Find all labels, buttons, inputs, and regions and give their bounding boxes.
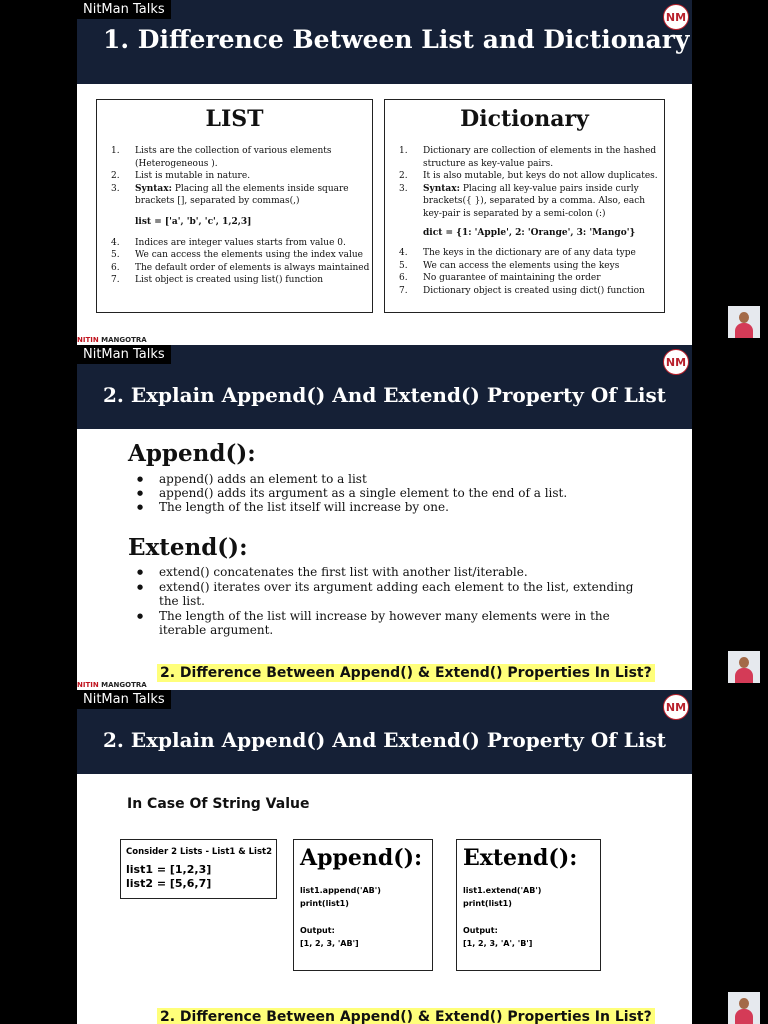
extend-box xyxy=(456,839,601,971)
brand-label: NitMan Talks xyxy=(77,345,171,364)
list-points xyxy=(97,145,372,208)
dict-box xyxy=(384,99,665,313)
list-code: list = ['a', 'b', 'c', 1,2,3] xyxy=(135,216,252,227)
list-item: 6. The default order of elements is always maintained xyxy=(111,262,370,273)
list-item: 4. Indices are integer values starts from value 0. xyxy=(111,237,346,248)
dict-heading: Dictionary xyxy=(460,106,589,132)
list-item: 1. Dictionary are collection of elements in the hashed structure as key-value pairs. xyxy=(399,146,657,169)
footer-tag: NITIN MANGOTRA xyxy=(77,336,147,344)
slide-3-title: 2. Explain Append() And Extend() Property Of List xyxy=(103,728,666,752)
logo-icon: NM xyxy=(663,694,689,720)
highlight-banner: 2. Difference Between Append() & Extend() Properties In List? xyxy=(157,664,655,682)
list-item: ● The length of the list itself will increase by one. xyxy=(159,500,649,514)
dict-points xyxy=(385,145,664,220)
presenter-avatar xyxy=(728,992,760,1024)
slide-3-header xyxy=(77,690,692,774)
highlight-banner: 2. Difference Between Append() & Extend() Properties In List? xyxy=(157,1008,655,1024)
slide-2-header xyxy=(77,345,692,429)
list-item: 7. Dictionary object is created using dict() function xyxy=(399,285,645,296)
consider-line-2: list2 = [5,6,7] xyxy=(126,877,212,890)
extend-code-1: list1.extend('AB') xyxy=(463,886,542,895)
list-heading: LIST xyxy=(205,106,264,132)
presenter-avatar xyxy=(728,651,760,683)
slide-1-header xyxy=(77,0,692,84)
extend-code-2: print(list1) xyxy=(463,899,512,908)
slide-1 xyxy=(77,0,692,345)
list-item: ● append() adds its argument as a single element to the end of a list. xyxy=(159,486,649,500)
dict-code: dict = {1: 'Apple', 2: 'Orange', 3: 'Mango'} xyxy=(423,228,636,238)
append-box xyxy=(293,839,433,971)
slide-2-title: 2. Explain Append() And Extend() Property Of List xyxy=(103,383,666,407)
presenter-avatar xyxy=(728,306,760,338)
brand-label: NitMan Talks xyxy=(77,0,171,19)
consider-heading: Consider 2 Lists - List1 & List2 xyxy=(126,847,272,857)
brand-label: NitMan Talks xyxy=(77,690,171,709)
extend-points xyxy=(159,565,649,637)
append-code-1: list1.append('AB') xyxy=(300,886,381,895)
list-item: 5. We can access the elements using the index value xyxy=(111,250,363,260)
consider-box xyxy=(120,839,277,899)
list-item: 3. Syntax: Placing all key-value pairs inside curly brackets({ }), separated by a comma. Also, each key-pair is separated by a semi-colon (:) xyxy=(399,183,646,219)
list-item: 6. No guarantee of maintaining the order xyxy=(399,273,601,283)
list-item: ● extend() iterates over its argument adding each element to the list, extending the list. xyxy=(159,580,649,608)
list-item: ● extend() concatenates the first list with another list/iterable. xyxy=(159,565,649,579)
list-item: 4. The keys in the dictionary are of any data type xyxy=(399,248,636,258)
list-item: ● append() adds an element to a list xyxy=(159,472,649,486)
slide-2 xyxy=(77,345,692,690)
slide-1-title: 1. Difference Between List and Dictionary xyxy=(103,25,690,54)
logo-icon: NM xyxy=(663,349,689,375)
list-item: 2. It is also mutable, but keys do not allow duplicates. xyxy=(399,171,658,181)
extend-box-heading: Extend(): xyxy=(463,845,578,871)
dict-points-2 xyxy=(385,247,664,297)
extend-output: [1, 2, 3, 'A', 'B'] xyxy=(463,939,533,948)
append-heading: Append(): xyxy=(128,440,256,467)
append-output-label: Output: xyxy=(300,926,335,935)
slide-3 xyxy=(77,690,692,1024)
append-box-heading: Append(): xyxy=(300,845,423,871)
extend-output-label: Output: xyxy=(463,926,498,935)
list-points-2 xyxy=(97,237,372,287)
list-item: 5. We can access the elements using the keys xyxy=(399,260,620,271)
list-box xyxy=(96,99,373,313)
list-item: 2. List is mutable in nature. xyxy=(111,171,251,181)
consider-line-1: list1 = [1,2,3] xyxy=(126,863,212,876)
list-item: 1. Lists are the collection of various elements (Heterogeneous ). xyxy=(111,146,332,169)
append-points xyxy=(159,472,649,514)
list-item: 7. List object is created using list() function xyxy=(111,275,323,285)
logo-icon: NM xyxy=(663,4,689,30)
extend-heading: Extend(): xyxy=(128,534,248,561)
list-item: ● The length of the list will increase by however many elements were in the iterable argument. xyxy=(159,609,649,637)
footer-tag: NITIN MANGOTRA xyxy=(77,681,147,689)
list-item: 3. Syntax: Placing all the elements inside square brackets [], separated by commas(,) xyxy=(111,183,349,206)
append-output: [1, 2, 3, 'AB'] xyxy=(300,939,359,948)
append-code-2: print(list1) xyxy=(300,899,349,908)
slide-3-subtitle: In Case Of String Value xyxy=(127,796,310,812)
